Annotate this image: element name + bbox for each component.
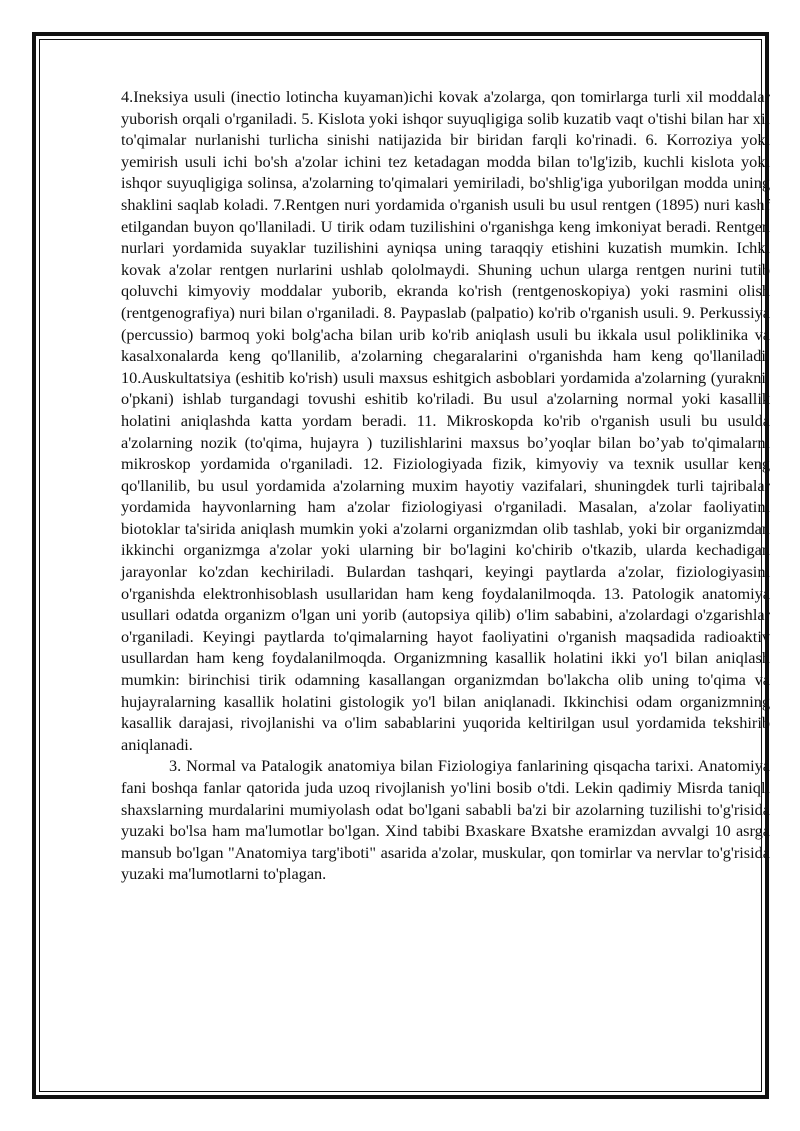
paragraph-methods: 4.Ineksiya usuli (inectio lotincha kuyaman)ichi kovak a'zolarga, qon tomirlarga turli xil moddalar yuborish orqali o'rganiladi. 5. Kislota yoki ishqor suyuqligiga solib kuzatib vaqt o'tishi bilan har xil to'qimalar nurlanishi turlicha sinishi natijazida bir biridan farqli ko'rinadi. 6. Korroziya yoki yemirish usuli ichi bo'sh a'zolar ichini tez ketadagan modda bilan to'lg'izib, kuchli kislota yoki ishqor suyuqligiga solinsa, a'zolarning to'qimalari yemiriladi, bo'shlig'iga yuborilgan modda uning shaklini saqlab koladi. 7.Rentgen nuri yordamida o'rganish usuli bu usul rentgen (1895) nuri kashf etilgandan buyon qo'llaniladi. U tirik odam tuzilishini o'rganishga keng imkoniyat beradi. Rentgen nurlari yordamida suyaklar tuzilishini ayniqsa uning taraqqiy etishini kuzatish mumkin. Ichki kovak a'zolar rentgen nurlarini ushlab qololmaydi. Shuning uchun ularga rentgen nurini tutib qoluvchi kimyoviy moddalar yuborib, ekranda ko'rish (rentgenoskopiya) yoki rasmini olish (rentgenografiya) nuri bilan o'rganiladi. 8. Paypaslab (palpatio) ko'rib o'rganish usuli. 9. Perkussiya (percussio) barmoq yoki bolg'acha bilan urib ko'rib aniqlash usuli bu ikkala usul poliklinika va kasalxonalarda keng qo'llanilib, a'zolarning chegaralarini o'rganishda ham keng qo'llaniladi. 10.Auskultatsiya (eshitib ko'rish) usuli maxsus eshitgich asboblari yordamida a'zolarning (yurakni, o'pkani) ishlab turgandagi tovushi eshitib ko'riladi. Bu usul a'zolarning normal yoki kasallik holatini aniqlashda katta yordam beradi. 11. Mikroskopda ko'rib o'rganish usuli bu usulda a'zolarning nozik (to'qima, hujayra ) tuzilishlarini maxsus bo’yoqlar bilan bo’yab to'qimalarni mikroskop yordamida o'rganiladi. 12. Fiziologiyada fizik, kimyoviy va texnik usullar keng qo'llanilib, bu usul yordamida a'zolarning muxim hayotiy vazifalari, shuningdek turli tajribalar yordamida hayvonlarning ham a'zolar fiziologiyasi o'rganiladi. Masalan, a'zolar faoliyatini biotoklar ta'sirida aniqlash mumkin yoki a'zolarni organizmdan olib tashlab, yoki bir organizmdan ikkinchi organizmga a'zolar yoki ularning bir bo'lagini ko'chirib o'tkazib, ularda kechadigan jarayonlar ko'zdan kechiriladi. Bulardan tashqari, keyingi paytlarda a'zolar, fiziologiyasini o'rganishda elektronhisoblash usullaridan ham keng foydalanilmoqda. 13. Patologik anatomiya usullari odatda organizm o'lgan uni yorib (autopsiya qilib) o'lim sababini, a'zolardagi o'zgarishlar o'rganiladi. Keyingi paytlarda to'qimalarning hayot faoliyatini o'rganish maqsadida radioaktiv usullardan ham keng foydalanilmoqda. Organizmning kasallik holatini ikki yo'l bilan aniqlash mumkin: birinchisi tirik odamning kasallangan organizmdan bo'lakcha olib uning to'qima va hujayralarning kasallik holatini gistologik yo'l bilan aniqlanadi. Ikkinchisi odam organizmning kasallik darajasi, rivojlanishi va o'lim sabablarini yuqorida keltirilgan usul yordamida tekshirib aniqlanadi. xyxy=(121,87,770,754)
document-body xyxy=(121,86,770,885)
paragraph-history: 3. Normal va Patalogik anatomiya bilan Fiziologiya fanlarining qisqacha tarixi. Anatomiya fani boshqa fanlar qatorida juda uzoq rivojlanish yo'lini bosib o'tdi. Lekin qadimiy Misrda taniqli shaxslarning murdalarini mumiyolash odat bo'lgani sababli ba'zi bir azolarning tuzilishi to'g'risida yuzaki bo'lsa ham ma'lumotlar bo'lgan. Xind tabibi Bxaskare Bxatshe eramizdan avvalgi 10 asrga mansub bo'lgan "Anatomiya targ'iboti" asarida a'zolar, muskular, qon tomirlar va nervlar to'g'risida yuzaki ma'lumotlarni to'plagan. xyxy=(121,756,770,884)
